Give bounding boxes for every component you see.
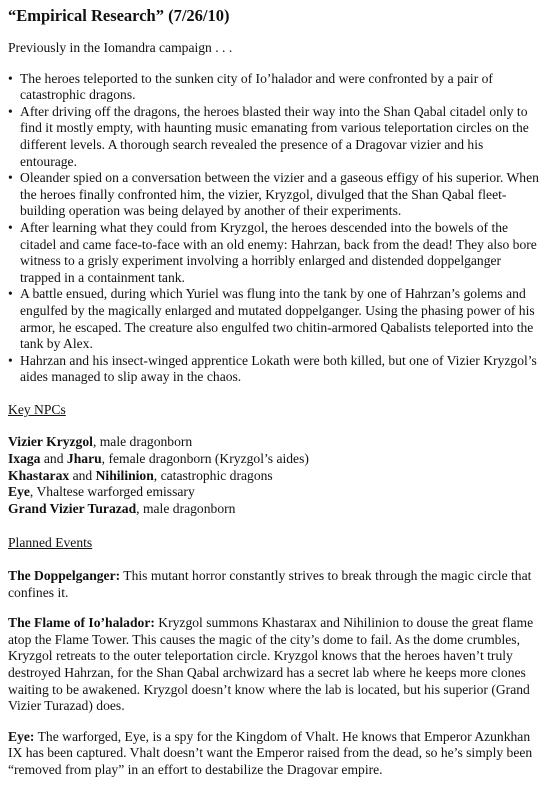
event-paragraph bbox=[8, 729, 543, 779]
npcs-heading: Key NPCs bbox=[8, 401, 66, 417]
event-name: The Flame of Io’halador: bbox=[8, 615, 155, 631]
event-text: The warforged, Eye, is a spy for the Kingdom of Vhalt. He knows that Emperor Azunkhan IX has been captured. Vhalt doesn’t want the Emperor raised from the dead, so he’s simply been “removed from play” in an effort to destabilize the Dragovar empire. bbox=[8, 728, 533, 777]
recap-item: • After driving off the dragons, the heroes blasted their way into the Shan Qabal citadel only to find it mostly empty, with haunting music emanating from various teleportation circles on the different levels. A thorough search revealed the presence of a Dragovar vizier and his entourage. bbox=[8, 104, 543, 170]
npc-conjunction: and bbox=[40, 451, 67, 467]
npc-name: Khastarax bbox=[8, 467, 70, 483]
npc-entry bbox=[8, 484, 543, 501]
event-name: The Doppelganger: bbox=[8, 568, 121, 584]
npc-conjunction: and bbox=[69, 467, 96, 483]
npc-desc: , female dragonborn (Kryzgol’s aides) bbox=[101, 451, 309, 467]
npc-name: Grand Vizier Turazad bbox=[8, 500, 137, 516]
npc-name: Eye bbox=[8, 484, 30, 500]
event-paragraph bbox=[8, 568, 543, 601]
recap-item: • Oleander spied on a conversation between the vizier and a gaseous effigy of his superior. When the heroes finally confronted him, the vizier, Kryzgol, divulged that the Shan Qabal fleet-building operation was being delayed by another of their experiments. bbox=[8, 170, 543, 220]
npc-desc: , male dragonborn bbox=[136, 500, 236, 516]
npc-entry bbox=[8, 434, 543, 451]
intro-text: Previously in the Iomandra campaign . . . bbox=[8, 40, 233, 55]
recap-list bbox=[8, 71, 543, 386]
recap-item: • After learning what they could from Kryzgol, the heroes descended into the bowels of the citadel and came face-to-face with an old enemy: Hahrzan, back from the dead! They also bore witness to a grisly experiment involving a horribly enlarged and distended doppelganger trapped in a containment tank. bbox=[8, 220, 543, 286]
npc-entry bbox=[8, 468, 543, 485]
npc-desc: , male dragonborn bbox=[92, 434, 193, 450]
npc-name: Nihilinion bbox=[95, 467, 154, 483]
npc-name: Ixaga bbox=[8, 451, 41, 467]
recap-item: • Hahrzan and his insect-winged apprentice Lokath were both killed, but one of Vizier Kryzgol’s aides managed to slip away in the chaos. bbox=[8, 353, 543, 386]
event-paragraph bbox=[8, 615, 543, 715]
events-heading: Planned Events bbox=[8, 535, 93, 551]
recap-item: • A battle ensued, during which Yuriel was flung into the tank by one of Hahrzan’s golems and engulfed by the magically enlarged and mutated doppelganger. Using the phasing power of his armor, he escaped. The creature also engulfed two chitin-armored Qabalists teleported into the tank by Alex. bbox=[8, 286, 543, 352]
npc-entry bbox=[8, 451, 543, 468]
npc-entry bbox=[8, 501, 543, 518]
document-title: “Empirical Research” (7/26/10) bbox=[8, 6, 230, 25]
npc-desc: , catastrophic dragons bbox=[153, 467, 273, 483]
npc-name: Vizier Kryzgol bbox=[8, 434, 93, 450]
npc-list bbox=[8, 434, 543, 517]
npc-desc: , Vhaltese warforged emissary bbox=[29, 484, 195, 500]
event-text: This mutant horror constantly strives to break through the magic circle that confines it. bbox=[8, 568, 532, 600]
npc-name: Jharu bbox=[66, 451, 102, 467]
event-text: Kryzgol summons Khastarax and Nihilinion to douse the great flame atop the Flame Tower. This causes the magic of the city’s dome to fail. As the dome crumbles, Kryzgol retreats to the outer teleportation circle. Kryzgol knows that the heroes haven’t truly destroyed Hahrzan, for the Shan Qabal archwizard has a secret lab where he keeps more clones waiting to be awakened. Kryzgol doesn’t know where the lab is located, but his superior (Grand Vizier Turazad) does. bbox=[8, 615, 534, 714]
recap-item: • The heroes teleported to the sunken city of Io’halador and were confronted by a pair of catastrophic dragons. bbox=[8, 71, 543, 104]
event-name: Eye: bbox=[8, 728, 35, 744]
